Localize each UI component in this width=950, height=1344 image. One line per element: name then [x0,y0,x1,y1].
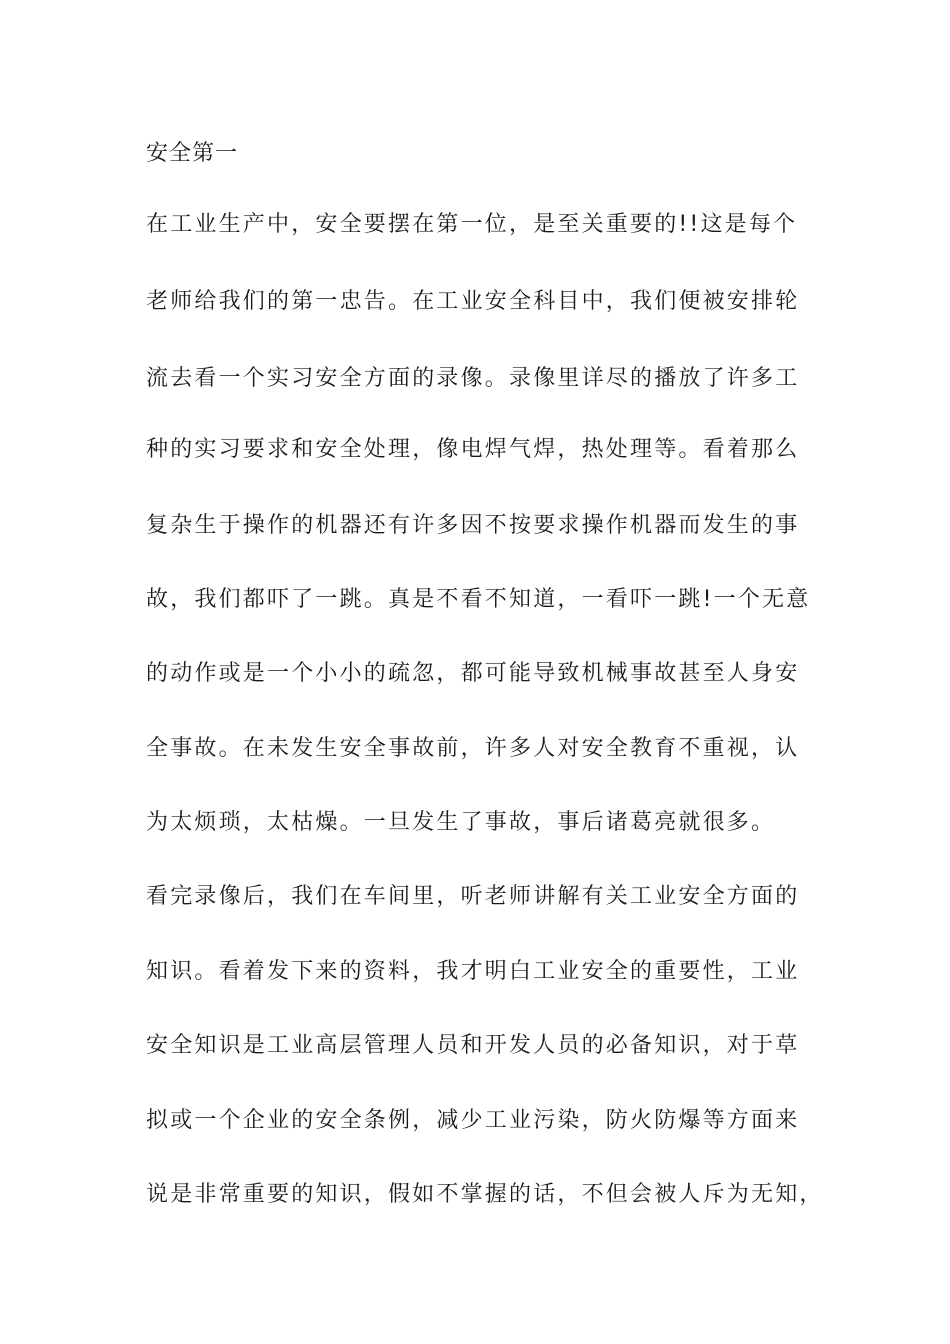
paragraph-line: 全事故。在未发生安全事故前，许多人对安全教育不重视，认 [146,736,800,761]
paragraph-line: 复杂生于操作的机器还有许多因不按要求操作机器而发生的事 [146,513,800,538]
paragraph-line: 说是非常重要的知识，假如不掌握的话，不但会被人斥为无知， [146,1182,824,1207]
document-title: 安全第一 [146,141,239,166]
paragraph-line: 故，我们都吓了一跳。真是不看不知道，一看吓一跳!一个无意 [146,587,811,612]
paragraph-line: 看完录像后，我们在车间里，听老师讲解有关工业安全方面的 [146,884,800,909]
paragraph-line: 流去看一个实习安全方面的录像。录像里详尽的播放了许多工 [146,366,800,391]
paragraph-line: 种的实习要求和安全处理，像电焊气焊，热处理等。看着那么 [146,437,800,462]
paragraph-line: 知识。看着发下来的资料，我才明白工业安全的重要性，工业 [146,959,800,984]
paragraph-line: 为太烦琐，太枯燥。一旦发生了事故，事后诸葛亮就很多。 [146,810,776,835]
paragraph-line: 安全知识是工业高层管理人员和开发人员的必备知识，对于草 [146,1033,800,1058]
paragraph-line: 老师给我们的第一忠告。在工业安全科目中，我们便被安排轮 [146,289,800,314]
paragraph-line: 在工业生产中，安全要摆在第一位，是至关重要的!!这是每个 [146,212,798,237]
paragraph-line: 拟或一个企业的安全条例，减少工业污染，防火防爆等方面来 [146,1108,800,1133]
paragraph-line: 的动作或是一个小小的疏忽，都可能导致机械事故甚至人身安 [146,661,800,686]
